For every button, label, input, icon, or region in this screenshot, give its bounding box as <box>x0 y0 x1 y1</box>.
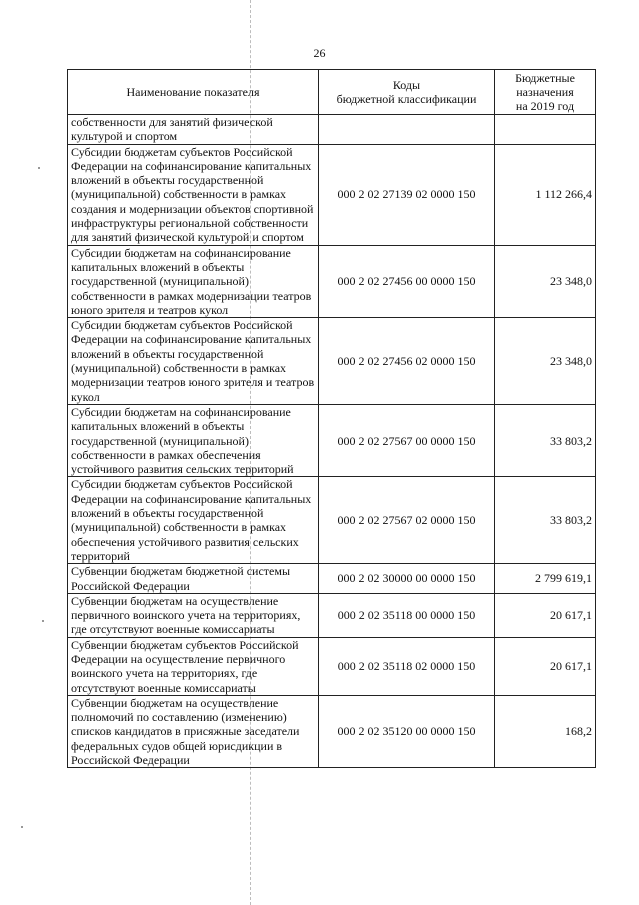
row-code: 000 2 02 35118 00 0000 150 <box>319 593 495 637</box>
row-code: 000 2 02 27567 02 0000 150 <box>319 477 495 564</box>
row-name: Субвенции бюджетам субъектов Российской Федерации на осуществление первичного воинского учета на территориях, где отсутствуют военные комиссариаты <box>68 637 319 695</box>
table-row <box>68 404 596 476</box>
header-indicator-name: Наименование показателя <box>68 70 319 115</box>
table-row <box>68 593 596 637</box>
row-code: 000 2 02 27456 00 0000 150 <box>319 245 495 317</box>
table-row <box>68 245 596 317</box>
row-name: Субсидии бюджетам субъектов Российской Федерации на софинансирование капитальных вложений в объекты государственной (муниципальной) собственности в рамках обеспечения устойчивого развития сельских территорий <box>68 477 319 564</box>
row-code: 000 2 02 27139 02 0000 150 <box>319 144 495 245</box>
scan-speck <box>38 167 40 169</box>
table-row <box>68 318 596 405</box>
table-row <box>68 695 596 767</box>
table-row <box>68 115 596 145</box>
scan-speck <box>21 826 23 828</box>
scan-speck <box>42 620 44 622</box>
row-code <box>319 115 495 145</box>
row-amount: 33 803,2 <box>495 477 596 564</box>
header-budget-codes <box>319 70 495 115</box>
row-code: 000 2 02 27456 02 0000 150 <box>319 318 495 405</box>
page-number: 26 <box>313 46 326 60</box>
row-name: Субвенции бюджетам бюджетной системы Российской Федерации <box>68 564 319 594</box>
header-codes-line2: бюджетной классификации <box>336 92 477 106</box>
row-code: 000 2 02 27567 00 0000 150 <box>319 404 495 476</box>
row-name: собственности для занятий физической культурой и спортом <box>68 115 319 145</box>
row-amount: 23 348,0 <box>495 318 596 405</box>
header-amount-line3: на 2019 год <box>515 99 575 114</box>
row-code: 000 2 02 35120 00 0000 150 <box>319 695 495 767</box>
row-amount: 168,2 <box>495 695 596 767</box>
header-amount-line1: Бюджетные <box>515 70 575 85</box>
table-row <box>68 144 596 245</box>
row-amount: 20 617,1 <box>495 593 596 637</box>
row-name: Субсидии бюджетам субъектов Российской Федерации на софинансирование капитальных вложений в объекты государственной (муниципальной) собственности в рамках создания и модернизации объектов спортивной инфраструктуры региональной собственности для занятий физической культурой и спортом <box>68 144 319 245</box>
table-row <box>68 564 596 594</box>
table-row <box>68 637 596 695</box>
row-amount: 1 112 266,4 <box>495 144 596 245</box>
table-row <box>68 477 596 564</box>
row-code: 000 2 02 30000 00 0000 150 <box>319 564 495 594</box>
header-amount-line2: назначения <box>516 84 574 99</box>
row-amount: 33 803,2 <box>495 404 596 476</box>
header-codes-line1: Коды <box>392 77 421 92</box>
row-amount: 20 617,1 <box>495 637 596 695</box>
row-name: Субсидии бюджетам на софинансирование капитальных вложений в объекты государственной (муниципальной) собственности в рамках обеспечения устойчивого развития сельских территорий <box>68 404 319 476</box>
row-name: Субвенции бюджетам на осуществление полномочий по составлению (изменению) списков кандидатов в присяжные заседатели федеральных судов общей юрисдикции в Российской Федерации <box>68 695 319 767</box>
row-name: Субвенции бюджетам на осуществление первичного воинского учета на территориях, где отсутствуют военные комиссариаты <box>68 593 319 637</box>
header-budget-amount <box>495 70 596 115</box>
row-amount <box>495 115 596 145</box>
row-name: Субсидии бюджетам на софинансирование капитальных вложений в объекты государственной (муниципальной) собственности в рамках модернизации театров юного зрителя и театров кукол <box>68 245 319 317</box>
table-header-row <box>68 70 596 115</box>
row-amount: 23 348,0 <box>495 245 596 317</box>
row-name: Субсидии бюджетам субъектов Российской Федерации на софинансирование капитальных вложений в объекты государственной (муниципальной) собственности в рамках модернизации театров юного зрителя и театров кукол <box>68 318 319 405</box>
row-amount: 2 799 619,1 <box>495 564 596 594</box>
row-code: 000 2 02 35118 02 0000 150 <box>319 637 495 695</box>
budget-table <box>67 69 596 768</box>
